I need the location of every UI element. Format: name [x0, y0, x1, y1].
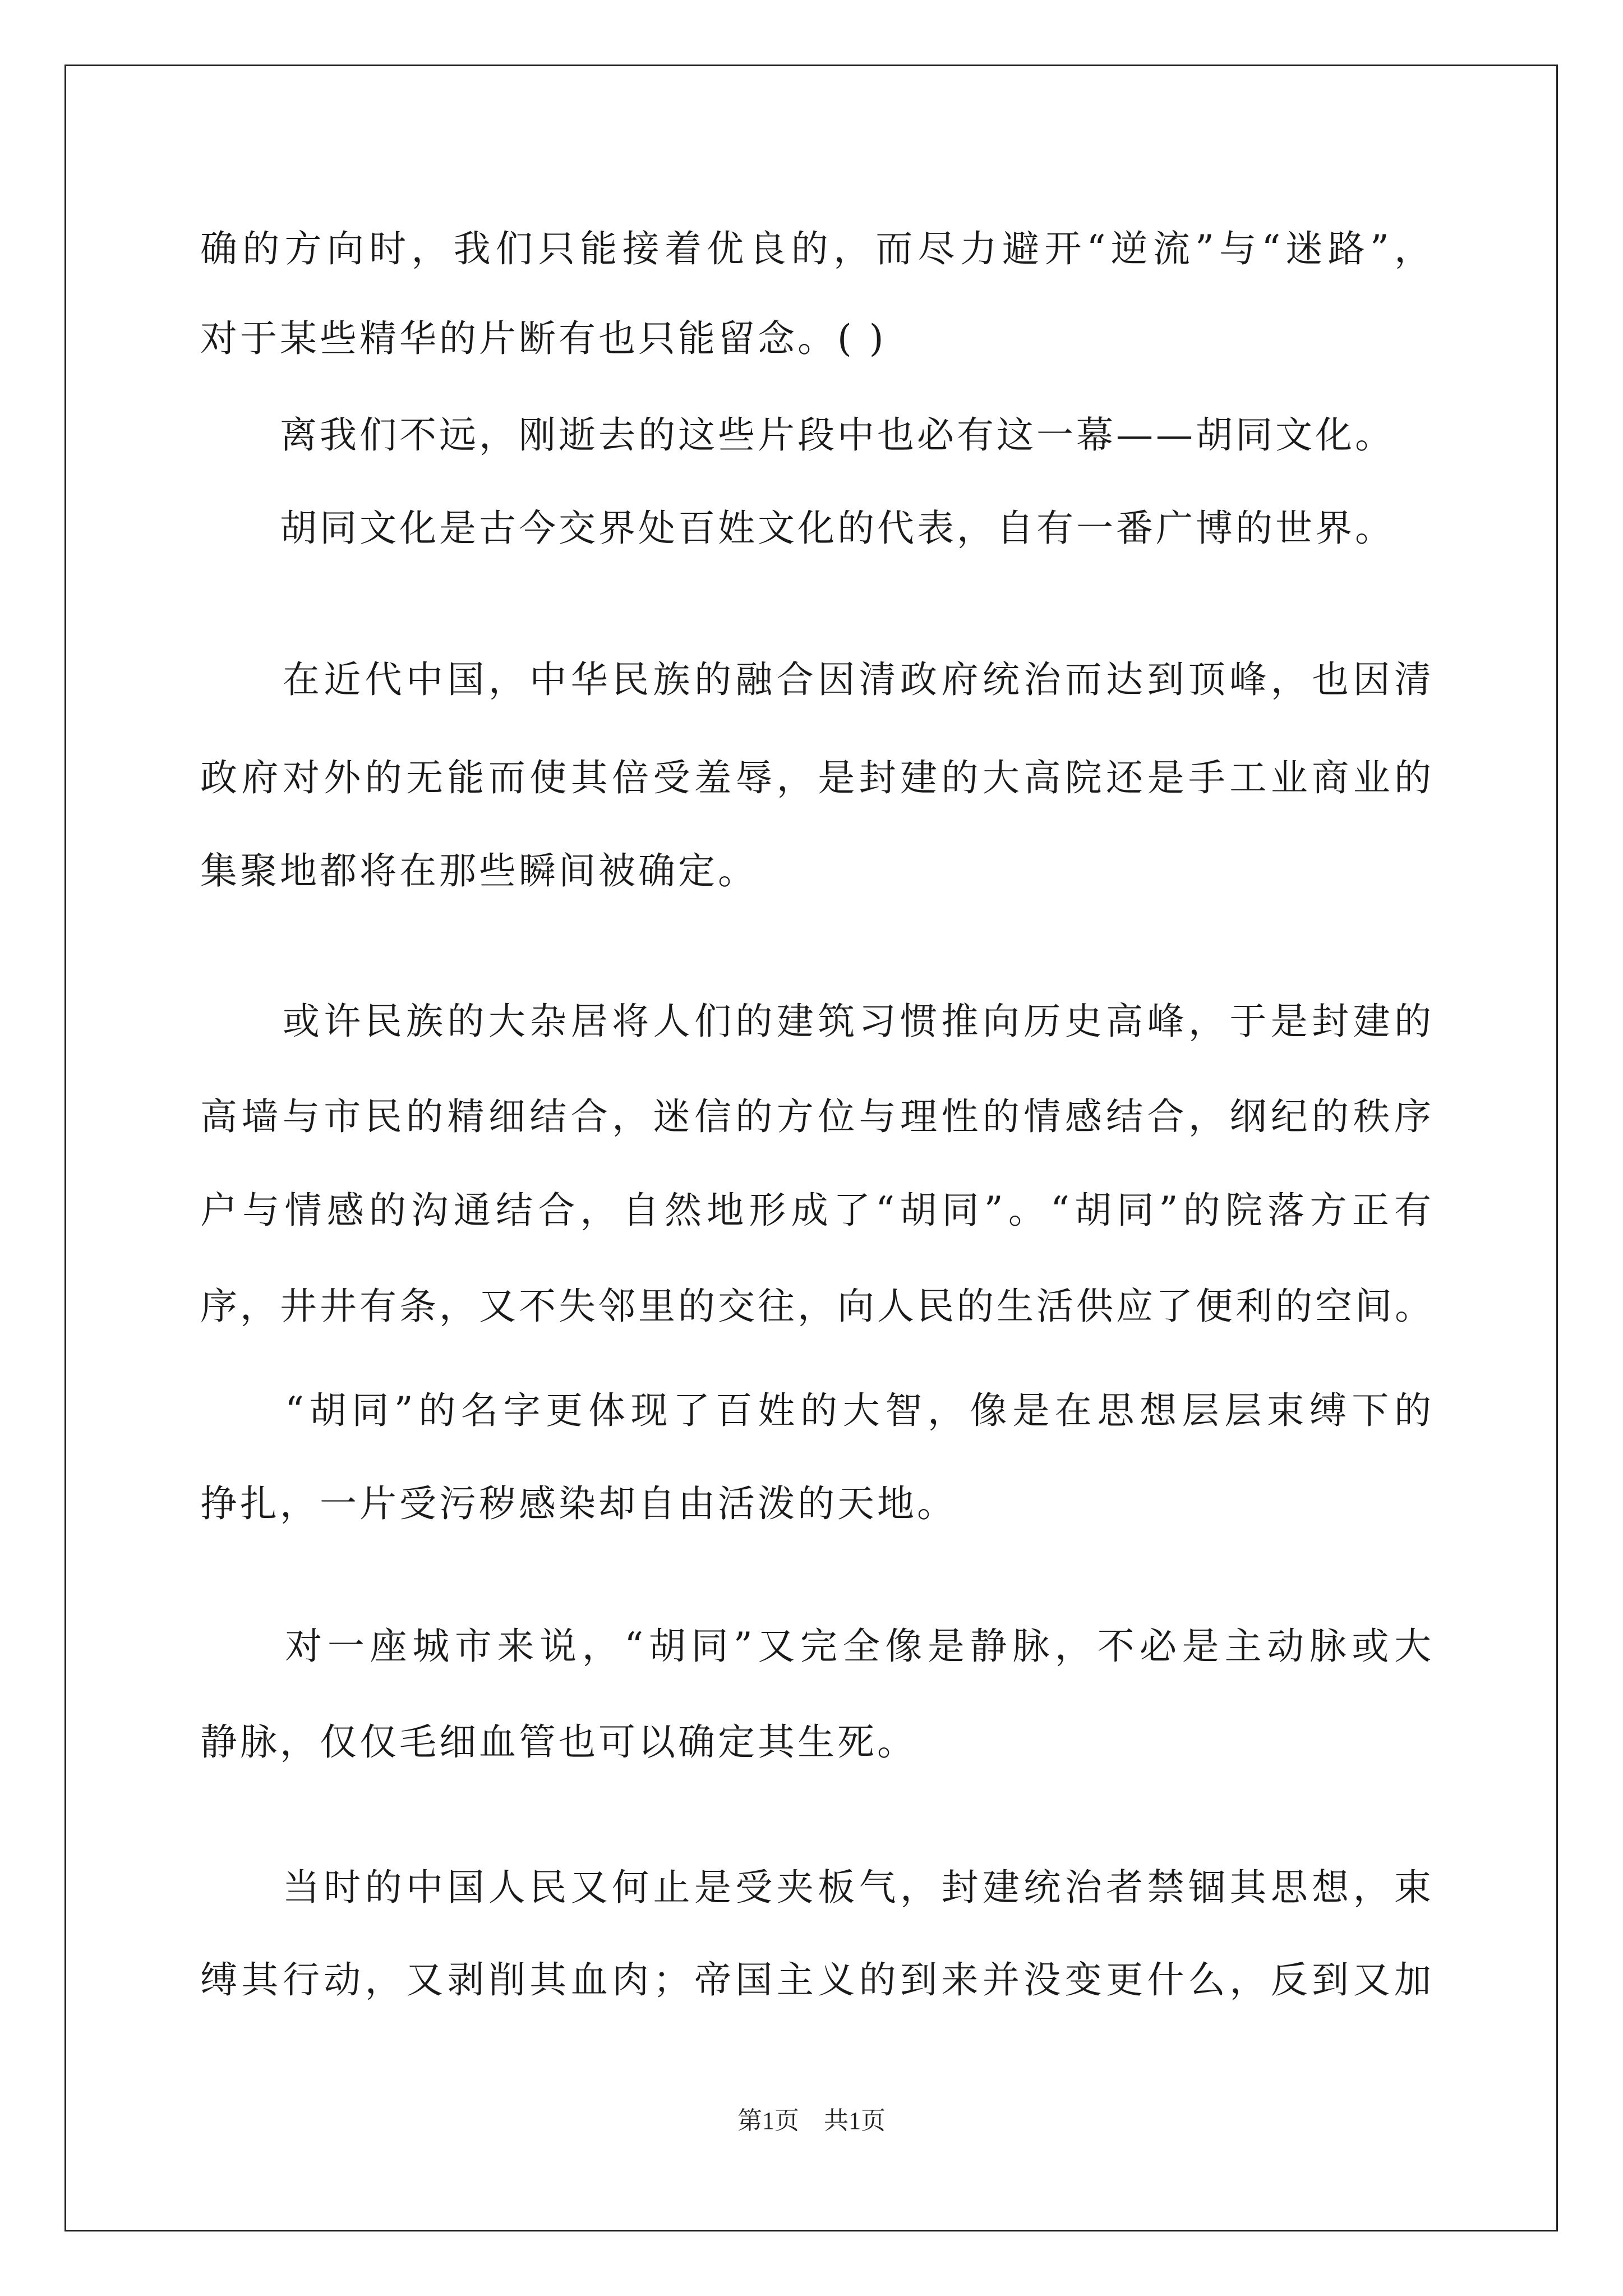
text-line: 对于某些精华的片断有也只能留念。( )	[200, 317, 887, 360]
text-line: 在近代中国，中华民族的融合因清政府统治而达到顶峰，也因清	[200, 658, 1434, 701]
text-line: 挣扎，一片受污秽感染却自由活泼的天地。	[200, 1482, 957, 1525]
text-line: 户与情感的沟通结合，自然地形成了“胡同”。“胡同”的院落方正有	[200, 1189, 1434, 1232]
text-line: 确的方向时，我们只能接着优良的，而尽力避开“逆流”与“迷路”，	[200, 227, 1434, 270]
text-line: 静脉，仅仅毛细血管也可以确定其生死。	[200, 1720, 917, 1764]
page-number-footer: 第1页 共1页	[737, 2107, 886, 2134]
text-line: 高墙与市民的精细结合，迷信的方位与理性的情感结合，纲纪的秩序	[200, 1095, 1434, 1138]
text-line: 或许民族的大杂居将人们的建筑习惯推向历史高峰，于是封建的	[200, 1000, 1434, 1043]
text-line: 对一座城市来说，“胡同”又完全像是静脉，不必是主动脉或大	[200, 1625, 1434, 1668]
text-line: 集聚地都将在那些瞬间被确定。	[200, 849, 758, 892]
text-line: 政府对外的无能而使其倍受羞辱，是封建的大高院还是手工业商业的	[200, 756, 1434, 799]
text-line: 缚其行动，又剥削其血肉；帝国主义的到来并没变更什么，反到又加	[200, 1958, 1434, 2001]
text-line: 当时的中国人民又何止是受夹板气，封建统治者禁锢其思想，束	[200, 1866, 1434, 1909]
text-line: 离我们不远，刚逝去的这些片段中也必有这一幕——胡同文化。	[200, 413, 1395, 457]
text-line: “胡同”的名字更体现了百姓的大智，像是在思想层层束缚下的	[200, 1389, 1434, 1432]
text-line: 序，井井有条，又不失邻里的交往，向人民的生活供应了便利的空间。	[200, 1285, 1435, 1328]
text-line: 胡同文化是古今交界处百姓文化的代表，自有一番广博的世界。	[200, 507, 1395, 550]
